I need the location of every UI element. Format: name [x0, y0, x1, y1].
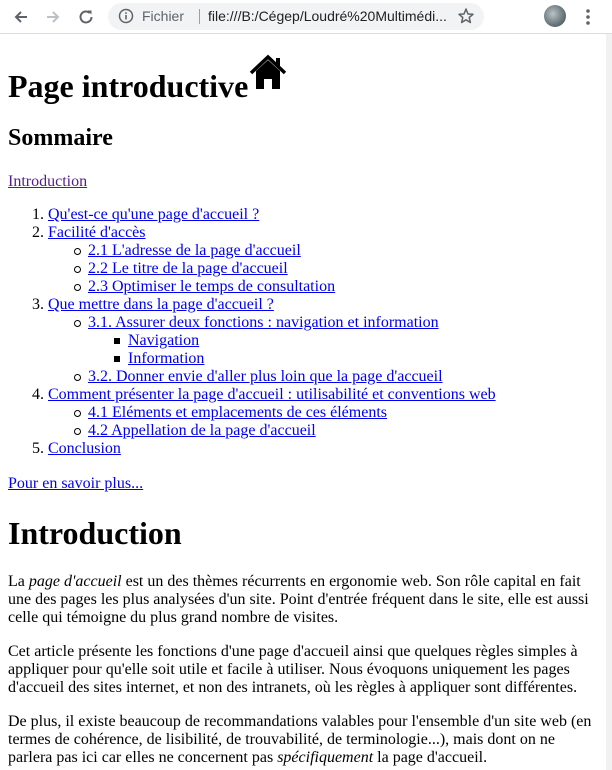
arrow-left-icon — [12, 8, 30, 26]
toc-item-level-2 — [88, 368, 443, 386]
square-bullet-icon — [114, 338, 120, 344]
more-info-link[interactable]: Pour en savoir plus... — [8, 475, 144, 492]
toc-link[interactable]: 2.1 L'adresse de la page d'accueil — [88, 242, 301, 259]
toc-item-level-1 — [32, 224, 146, 242]
intro-paragraph-2: Cet article présente les fonctions d'une page d'accueil ainsi que quelques règles simples à appliquer pour qu'elle soit utile et facile à utiliser. Nous évoquons uniquement les pages d'accueil des sites internet, et non des intranets, où les règles à appliquer sont différentes. — [8, 643, 578, 696]
profile-avatar[interactable] — [544, 5, 566, 27]
toc-link[interactable]: 4.2 Appellation de la page d'accueil — [88, 422, 316, 439]
toc-item-number: 3. — [32, 296, 44, 313]
toc-item-number: 2. — [32, 224, 44, 241]
toc-link[interactable]: Que mettre dans la page d'accueil ? — [48, 296, 274, 313]
page-title: Page introductive — [8, 68, 249, 104]
scrollbar-track[interactable] — [606, 34, 612, 770]
back-button[interactable] — [10, 6, 32, 28]
toc-link[interactable]: 4.1 Eléments et emplacements de ces éléments — [88, 404, 387, 421]
toc-item-level-2 — [88, 314, 439, 332]
bookmark-star-icon[interactable] — [457, 7, 475, 25]
paragraph-text: De plus, il existe beaucoup de recommandations valables pour l'ensemble d'un site web (en termes de cohérence, de lisibilité, de trouvabilité, de terminologie...), mais dont on ne parlera pas ici car elles ne concernent pas — [8, 713, 592, 766]
toc-link-introduction[interactable]: Introduction — [8, 173, 88, 190]
paragraph-text: La — [8, 573, 29, 590]
url-text[interactable]: file:///B:/Cégep/Loudré%20Multimédi... — [208, 8, 447, 24]
circle-bullet-icon — [74, 248, 81, 255]
browser-toolbar — [0, 0, 612, 34]
toc-item-level-3 — [128, 350, 204, 368]
arrow-right-icon — [44, 8, 62, 26]
toc-link[interactable]: 3.2. Donner envie d'aller plus loin que la page d'accueil — [88, 368, 443, 385]
toc-link[interactable]: 2.3 Optimiser le temps de consultation — [88, 278, 336, 295]
toc-item-number: 5. — [32, 440, 44, 457]
reload-icon — [77, 8, 95, 26]
circle-bullet-icon — [74, 428, 81, 435]
paragraph-emphasis: spécifiquement — [277, 749, 374, 766]
toc-link[interactable]: 3.1. Assurer deux fonctions : navigation et information — [88, 314, 439, 331]
toc-link[interactable]: Information — [128, 350, 205, 367]
paragraph-text: est un des thèmes récurrents en ergonomie web. Son rôle capital en fait une des pages les plus analysées d'un site. Point d'entrée fréquent dans le site, elle est aussi celle qui témoigne du plus grand nombre de visites. — [8, 573, 589, 626]
introduction-heading: Introduction — [8, 515, 182, 551]
intro-paragraph-1 — [8, 573, 598, 627]
toc-link[interactable]: Facilité d'accès — [48, 224, 146, 241]
toc-item-level-2 — [88, 260, 288, 278]
intro-paragraph-3 — [8, 713, 598, 767]
toc-link[interactable]: 2.2 Le titre de la page d'accueil — [88, 260, 288, 277]
toc-item-level-1 — [32, 440, 121, 458]
circle-bullet-icon — [74, 374, 81, 381]
toc-item-level-1 — [32, 296, 274, 314]
toc-link[interactable]: Conclusion — [48, 440, 121, 457]
browser-menu-button[interactable] — [578, 6, 598, 28]
toc-item-level-2 — [88, 404, 387, 422]
toc-link[interactable]: Qu'est-ce qu'une page d'accueil ? — [48, 206, 260, 223]
toc-link[interactable]: Navigation — [128, 332, 200, 349]
info-icon[interactable] — [118, 8, 134, 24]
circle-bullet-icon — [74, 284, 81, 291]
toc-item-number: 4. — [32, 386, 44, 403]
circle-bullet-icon — [74, 320, 81, 327]
toc-link[interactable]: Comment présenter la page d'accueil : utilisabilité et conventions web — [48, 386, 496, 403]
more-vertical-icon — [578, 6, 598, 28]
paragraph-text: la page d'accueil. — [373, 749, 488, 766]
forward-button[interactable] — [42, 6, 64, 28]
url-scheme-label: Fichier — [142, 8, 185, 24]
toc-item-level-3 — [128, 332, 199, 350]
toc-item-number: 1. — [32, 206, 44, 223]
square-bullet-icon — [114, 356, 120, 362]
toc-item-level-2 — [88, 278, 335, 296]
address-bar[interactable] — [108, 3, 484, 30]
toc-item-level-1 — [32, 386, 496, 404]
circle-bullet-icon — [74, 410, 81, 417]
toc-item-level-2 — [88, 242, 301, 260]
home-icon[interactable] — [249, 54, 287, 92]
reload-button[interactable] — [75, 6, 97, 28]
circle-bullet-icon — [74, 266, 81, 273]
toc-item-level-2 — [88, 422, 316, 440]
paragraph-emphasis: page d'accueil — [28, 573, 122, 590]
url-separator — [199, 9, 200, 24]
summary-heading: Sommaire — [8, 125, 113, 151]
toc-item-level-1 — [32, 206, 260, 224]
